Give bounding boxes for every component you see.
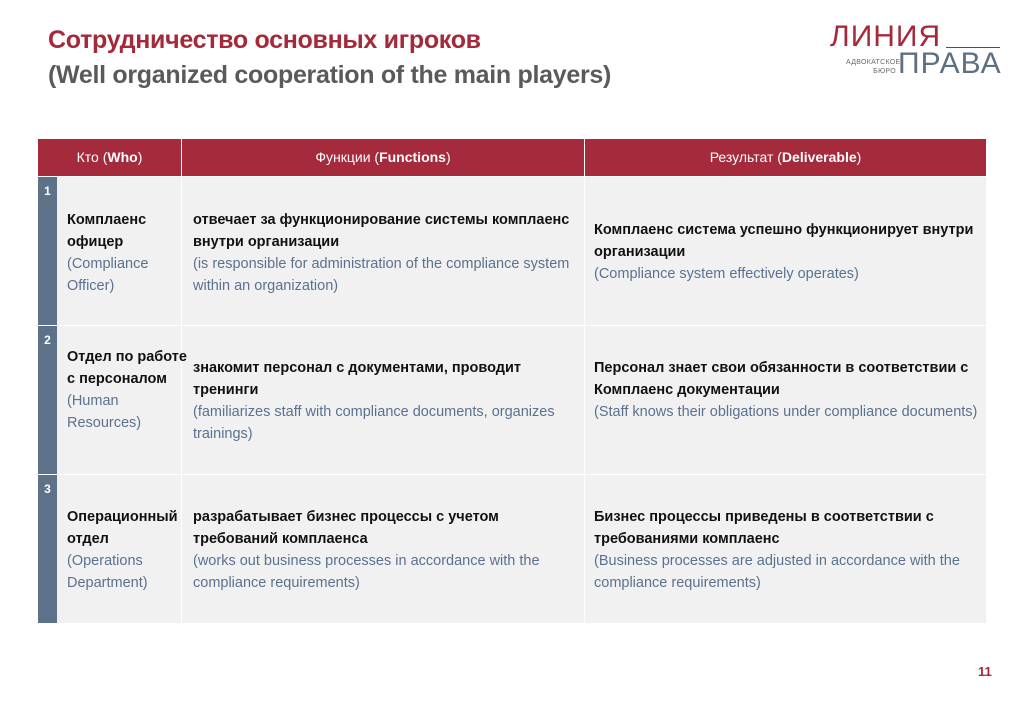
cell-deliverable: Персонал знает свои обязанности в соответствии с Комплаенс документации (Staff knows their obligations under compliance documents) — [594, 360, 978, 420]
table-row — [38, 325, 986, 474]
page-number: 11 — [978, 664, 992, 679]
logo-word-bottom: ПРАВА — [898, 47, 1002, 80]
cell-functions: отвечает за функционирование системы комплаенс внутри организации (is responsible for administration of the compliance system within an organization) — [193, 212, 570, 294]
cell-deliverable: Комплаенс система успешно функционирует внутри организации (Compliance system effectively operates) — [594, 222, 974, 282]
players-table — [38, 139, 986, 623]
cell-who: Операционный отдел (Operations Department) — [67, 509, 178, 591]
header-who: Кто (Who) — [76, 149, 143, 165]
company-logo — [828, 20, 1003, 82]
cell-who: Отдел по работе с персоналом (Human Resources) — [67, 349, 187, 431]
slide-subtitle: (Well organized cooperation of the main players) — [48, 61, 612, 89]
header-deliverable: Результат (Deliverable) — [709, 149, 862, 165]
row-number: 1 — [38, 177, 57, 325]
logo-caption-line2: БЮРО — [873, 68, 896, 75]
table-row — [38, 474, 986, 623]
cell-who: Комплаенс офицер (Compliance Officer) — [67, 212, 149, 294]
cell-functions: знакомит персонал с документами, проводит тренинги (familiarizes staff with compliance documents, organizes trainings) — [193, 360, 555, 442]
header-functions: Функции (Functions) — [315, 149, 451, 165]
logo-caption — [846, 58, 901, 76]
logo-word-top: ЛИНИЯ — [830, 20, 942, 53]
table-header — [38, 139, 986, 176]
table-row — [38, 176, 986, 325]
slide-title: Сотрудничество основных игроков — [48, 26, 481, 54]
cell-deliverable: Бизнес процессы приведены в соответствии с требованиями комплаенс (Business processes are adjusted in accordance with the compliance requirements) — [594, 509, 960, 591]
cell-functions: разрабатывает бизнес процессы с учетом требований комплаенса (works out business processes in accordance with the compliance requirements) — [193, 509, 540, 591]
row-number: 2 — [38, 326, 57, 474]
row-number: 3 — [38, 475, 57, 623]
logo-caption-line1: АДВОКАТСКОЕ — [846, 59, 901, 66]
